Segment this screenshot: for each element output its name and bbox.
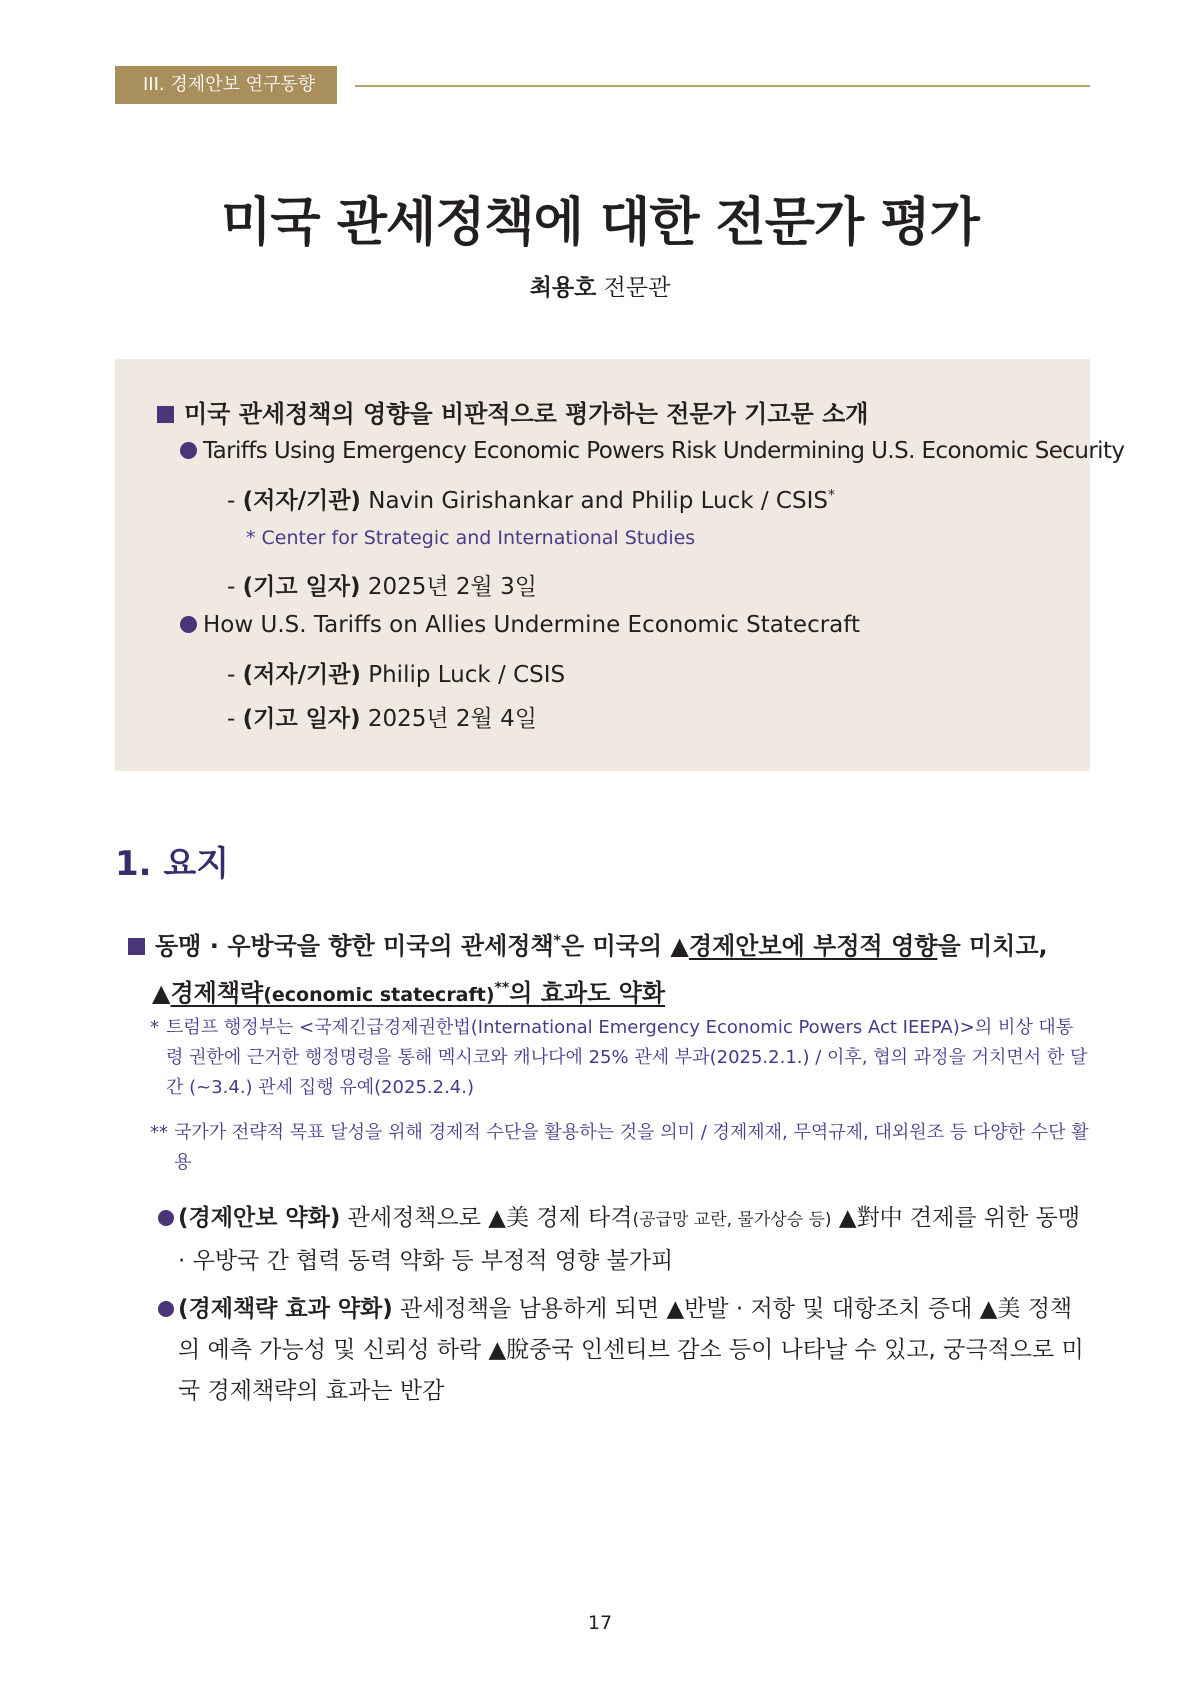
- key-point: [128, 920, 1088, 1016]
- summary-box: [115, 359, 1125, 771]
- author-name: 최용호: [529, 275, 597, 301]
- section-tab: III. 경제안보 연구동향: [115, 66, 337, 104]
- summary-heading: 미국 관세정책의 영향을 비판적으로 평가하는 전문가 기고문 소개: [157, 394, 868, 429]
- circle-bullet-icon: [180, 616, 197, 633]
- header-rule: [355, 85, 1090, 87]
- author-line: [0, 269, 1200, 302]
- bullet-economic-security: (경제안보 약화) 관세정책으로 ▲美 경제 타격(공급망 교란, 물가상승 등) ▲對中 견제를 위한 동맹 · 우방국 간 협력 동력 약화 등 부정적 영향 불가피: [158, 1198, 1090, 1282]
- circle-bullet-icon: [180, 442, 197, 459]
- article-1-title: Tariffs Using Emergency Economic Powers Risk Undermining U.S. Economic Security: [180, 438, 1124, 464]
- page-title: 미국 관세정책에 대한 전문가 평가: [221, 193, 979, 253]
- article-2-author: - (저자/기관) Philip Luck / CSIS: [227, 662, 566, 688]
- author-role: 전문관: [603, 275, 671, 301]
- square-bullet-icon: [157, 406, 174, 423]
- article-2-date: - (기고 일자) 2025년 2월 4일: [227, 706, 537, 732]
- section-header: [115, 66, 1090, 104]
- article-2-title: How U.S. Tariffs on Allies Undermine Economic Statecraft: [180, 612, 860, 638]
- square-bullet-icon: [128, 938, 145, 955]
- section-title: 1. 요지: [115, 844, 230, 884]
- key-point-line-1: 동맹 · 우방국을 향한 미국의 관세정책*은 미국의 ▲경제안보에 부정적 영향을 미치고,: [128, 920, 1088, 967]
- circle-bullet-icon: [158, 1301, 174, 1317]
- circle-bullet-icon: [158, 1210, 174, 1226]
- page-number: 17: [587, 1612, 613, 1634]
- bullet-statecraft: (경제책략 효과 약화) 관세정책을 남용하게 되면 ▲반발 · 저항 및 대항조치 증대 ▲美 정책의 예측 가능성 및 신뢰성 하락 ▲脫중국 인센티브 감소 등이 나타날 수 있고, 궁극적으로 미국 경제책략의 효과는 반감: [158, 1289, 1090, 1412]
- key-point-line-2: ▲경제책략(economic statecraft)**의 효과도 약화: [152, 979, 666, 1007]
- article-1-author: - (저자/기관) Navin Girishankar and Philip Luck / CSIS*: [227, 487, 835, 514]
- footnote-2: ** 국가가 전략적 목표 달성을 위해 경제적 수단을 활용하는 것을 의미 / 경제제재, 무역규제, 대외원조 등 다양한 수단 활용: [150, 1122, 1089, 1173]
- footnote-1: * 트럼프 행정부는 <국제긴급경제권한법(International Emergency Economic Powers Act IEEPA)>의 비상 대통령 권한에 근거한 행정명령을 통해 멕시코와 캐나다에 25% 관세 부과(2025.2.1.) / 이후, 협의 과정을 거치면서 한 달간 (~3.4.) 관세 집행 유예(2025.2.4.): [150, 1017, 1088, 1098]
- article-1-date: - (기고 일자) 2025년 2월 3일: [227, 574, 537, 600]
- article-1-note: * Center for Strategic and International Studies: [246, 527, 696, 549]
